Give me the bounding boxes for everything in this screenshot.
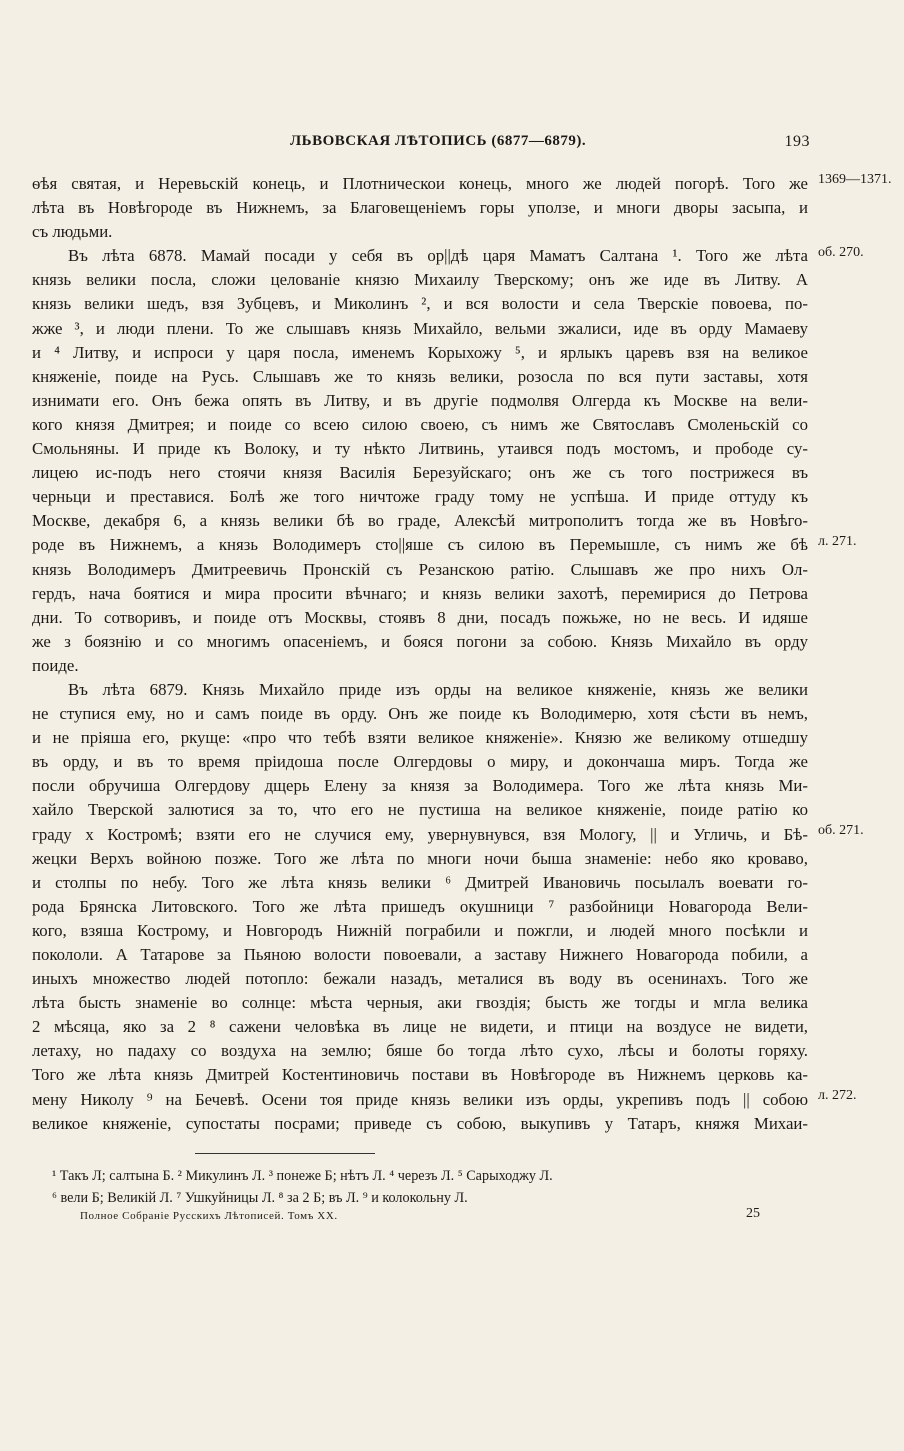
text-line: изнимати его. Онъ бежа опять въ Литву, и въ другіе подмолвя Олгерда къ Москве на вели- <box>32 390 808 410</box>
text-line: рода Брянска Литовского. Того же лѣта пришедъ окушници ⁷ разбойници Новагорода Вели- <box>32 896 808 916</box>
text-line: князь велики шедъ, взя Зубцевъ, и Миколинъ ², и вся волости и села Тверскіе повоева, по- <box>32 294 808 314</box>
running-title: ЛЬВОВСКАЯ ЛѢТОПИСЬ (6877—6879). <box>290 133 587 149</box>
text-line: хайло Тверской залютися за то, что его не пустиша на великое княженіе, поиде ратію ко <box>32 800 808 820</box>
text-line: князь Володимеръ Дмитреевичь Пронскій съ Резанскою ратію. Слышавъ же про нихъ Ол- <box>32 559 808 579</box>
text-line: Въ лѣта 6879. Князь Михайло приде изъ орды на великое княженіе, князь же велики <box>68 679 808 699</box>
text-line: съ людьми. <box>32 222 113 242</box>
text-line: посли обручиша Олгердову дщерь Елену за князя за Володимера. Того же лѣта князь Ми- <box>32 776 808 796</box>
text-line: 2 мѣсяца, яко за 2 ⁸ сажени человѣка въ лице не видети, и птици на воздусе не видети, <box>32 1017 808 1037</box>
text-line: летаху, но падаху со воздуха на землю; бяше бо тогда лѣто сухо, лѣсы и болоты горяху. <box>32 1041 808 1061</box>
text-line: же з боязнію и со многимъ опасеніемъ, и бояся погони за собою. Князь Михайло въ орду <box>32 631 808 651</box>
text-line: въ орду, и въ то время пріидоша после Олгердовы о миру, и докончаша миръ. Тогда же <box>32 752 808 772</box>
text-line: Смольняны. И приде къ Волоку, и ту нѣкто Литвинь, утаився подъ мостомъ, и прободе су- <box>32 439 808 459</box>
text-line: не ступися ему, но и самъ поиде въ орду. Онъ же поиде къ Володимерю, хотя сѣсти въ немъ, <box>32 704 808 724</box>
footnote-line: ¹ Такъ Л; салтына Б. ² Микулинъ Л. ³ понеже Б; нѣтъ Л. ⁴ черезъ Л. ⁵ Сарыходжу Л. <box>52 1168 553 1184</box>
text-line: Того же лѣта князь Дмитрей Костентиновичь постави въ Новѣгороде въ Нижнемъ церковь ка- <box>32 1065 808 1085</box>
text-line: и не пріяша его, ркуще: «про что тебѣ взяти великое княженіе». Князю же великому отшедшу <box>32 728 808 748</box>
text-line: Въ лѣта 6878. Мамай посади у себя въ ор||дѣ царя Маматъ Салтана ¹. Того же лѣта <box>68 246 808 266</box>
footnote-line: ⁶ вели Б; Великій Л. ⁷ Ушкуйницы Л. ⁸ за 2 Б; въ Л. ⁹ и колокольну Л. <box>52 1190 468 1206</box>
text-line: кого, взяша Кострому, и Новгородъ Нижній пограбили и пожгли, и людей много посѣкли и <box>32 920 808 940</box>
page-number: 193 <box>784 133 810 150</box>
text-line: поиде. <box>32 655 79 675</box>
text-line: дни. То сотворивъ, и поиде отъ Москвы, стоявъ 8 дни, посадъ пожьже, но не весь. И идяше <box>32 607 808 627</box>
text-line: лицею ис-подъ него стоячи князя Василія Березуйскаго; онъ же съ того пострижеся въ <box>32 463 808 483</box>
text-line: иныхъ множество людей потопло: бежали назадъ, металися въ воду въ осенинахъ. Того же <box>32 969 808 989</box>
text-line: жже ³, и люди плени. То же слышавъ князь Михайло, вельми зжалиси, иде въ орду Мамаеву <box>32 318 808 338</box>
margin-note-folio: л. 272. <box>818 1088 857 1103</box>
text-line: княженіе, поиде на Русь. Слышавъ же то князь велики, розосла по вся пути заставы, хотя <box>32 366 808 386</box>
page-footer <box>80 1206 760 1222</box>
text-line: лѣта бысть знаменіе во солнце: мѣста черныя, аки гвоздія; бысть же тогды и мгла велика <box>32 993 808 1013</box>
text-line: мену Николу ⁹ на Бечевѣ. Осени тоя приде князь велики изъ орды, укрепивъ подъ || собою <box>32 1089 808 1109</box>
text-line: гердъ, нача боятися и мира просити вѣчнаго; и князь велики захотѣ, перемирися до Петрова <box>32 583 808 603</box>
text-line: жецки Верхъ войною позже. Того же лѣта по многи ночи быша знаменіе: небо яко кроваво, <box>32 848 808 868</box>
margin-note-years: 1369—1371. <box>818 172 892 187</box>
text-line: роде въ Нижнемъ, а князь Володимеръ сто||яше съ силою въ Перемышле, съ нимъ же бѣ <box>32 535 808 555</box>
text-line: князь велики посла, сложи целованіе князю Михаилу Тверскому; онъ же иде въ Литву. А <box>32 270 808 290</box>
text-line: ѳѣя святая, и Неревьскій конець, и Плотническои конець, много же людей погорѣ. Того же <box>32 174 808 193</box>
collection-title: Полное Собраніе Русскихъ Лѣтописей. Томъ XX. <box>80 1210 338 1222</box>
chronicle-text <box>32 172 808 1136</box>
footnotes <box>52 1165 812 1209</box>
text-line: и столпы по небу. Того же лѣта князь велики ⁶ Дмитрей Ивановичь посылалъ воевати го- <box>32 872 808 892</box>
margin-note-folio: об. 271. <box>818 823 864 838</box>
text-line: кого князя Дмитрея; и поиде со всею силою своею, съ нимъ же Святославъ Смоленьскій со <box>32 414 808 434</box>
text-line: великое княженіе, супостаты посрами; приведе съ собою, выкупивъ у Татаръ, княжя Михаи- <box>32 1113 808 1133</box>
text-line: и ⁴ Литву, и испроси у царя посла, именемъ Корыхожу ⁵, и ярлыкъ царевъ взя на великое <box>32 342 808 362</box>
footnote-rule <box>195 1153 375 1154</box>
text-line: черньци и преставися. Болѣ же того ничтоже граду тому не успѣша. И приде оттуду къ <box>32 487 808 507</box>
margin-note-folio: л. 271. <box>818 534 857 549</box>
text-line: Москве, декабря 6, а князь велики бѣ во граде, Алексѣй митрополитъ тогда же въ Новѣго- <box>32 511 808 531</box>
margin-note-folio: об. 270. <box>818 245 864 260</box>
text-line: покололи. А Татарове за Пьяною волости повоевали, а заставу Нижнего Новагорода побили, а <box>32 945 808 964</box>
signature-mark: 25 <box>746 1206 760 1221</box>
text-line: лѣта въ Новѣгороде въ Нижнемъ, за Благовещеніемъ горы уползе, и многи дворы засыпа, и <box>32 198 808 218</box>
text-line: граду х Костромѣ; взяти его не случися ему, увернувнувся, взя Мологу, || и Угличь, и Бѣ- <box>32 824 808 844</box>
